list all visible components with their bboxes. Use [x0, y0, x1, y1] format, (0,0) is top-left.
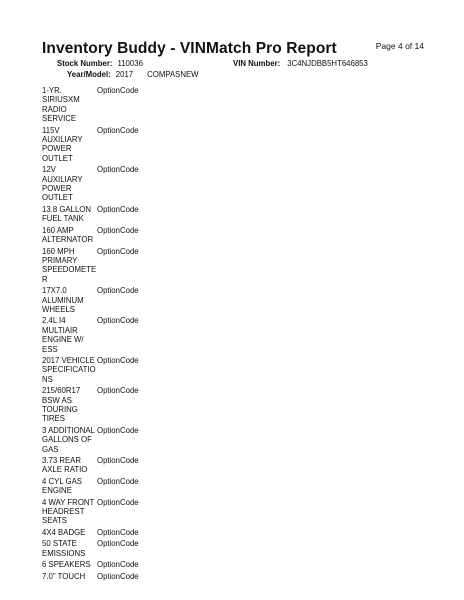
option-type: OptionCode [97, 165, 139, 175]
option-row [42, 316, 162, 354]
option-description: 4X4 BADGE [42, 527, 86, 537]
option-row [42, 572, 162, 581]
option-description: 6 SPEAKERS [42, 560, 91, 570]
option-type: OptionCode [97, 204, 139, 214]
report-title: Inventory Buddy - VINMatch Pro Report [42, 40, 337, 57]
option-type: OptionCode [97, 386, 139, 396]
year-model-row [67, 70, 199, 79]
option-row [42, 560, 162, 569]
option-description: 50 STATE EMISSIONS [42, 539, 86, 558]
option-row [42, 165, 162, 203]
option-row [42, 356, 162, 384]
option-description: 160 MPH PRIMARY SPEEDOMETE R [42, 246, 97, 284]
option-description: 1-YR. SIRIUSXM RADIO SERVICE [42, 86, 80, 124]
option-description: 3 ADDITIONAL GALLONS OF GAS [42, 425, 95, 454]
option-description: 160 AMP ALTERNATOR [42, 225, 94, 245]
option-type: OptionCode [97, 286, 139, 296]
model-value: COMPASNEW [147, 70, 199, 79]
option-row [42, 126, 162, 164]
option-list [42, 86, 162, 583]
option-row [42, 86, 162, 124]
option-row [42, 426, 162, 454]
option-description: 2017 VEHICLE SPECIFICATIO NS [42, 355, 96, 384]
option-type: OptionCode [97, 476, 139, 486]
option-type: OptionCode [97, 497, 139, 507]
stock-number-row [57, 59, 143, 68]
option-type: OptionCode [97, 355, 139, 365]
option-row [42, 205, 162, 224]
page-number: Page 4 of 14 [375, 41, 424, 51]
option-type: OptionCode [97, 86, 139, 95]
vin-number-row [233, 59, 368, 68]
option-type: OptionCode [97, 225, 139, 235]
option-type: OptionCode [97, 456, 139, 466]
option-row [42, 456, 162, 475]
option-description: 12V AUXILIARY POWER OUTLET [42, 165, 83, 203]
option-row [42, 498, 162, 526]
option-type: OptionCode [97, 246, 139, 256]
option-type: OptionCode [97, 125, 139, 135]
option-type: OptionCode [97, 560, 139, 570]
option-row [42, 539, 162, 558]
option-description: 215/60R17 BSW AS TOURING TIRES [42, 386, 81, 424]
option-row [42, 477, 162, 496]
year-model-label: Year/Model: [67, 70, 111, 79]
year-value: 2017 [115, 70, 134, 79]
option-row [42, 247, 162, 285]
option-type: OptionCode [97, 539, 139, 549]
option-row [42, 286, 162, 314]
stock-number-label: Stock Number: [57, 59, 113, 68]
option-row [42, 528, 162, 537]
option-row [42, 226, 162, 245]
stock-number-value: 110036 [117, 59, 143, 68]
vin-number-value: 3C4NJDBB5HT646853 [287, 59, 368, 68]
option-type: OptionCode [97, 425, 139, 435]
option-description: 2.4L I4 MULTIAIR ENGINE W/ ESS [42, 316, 84, 354]
option-type: OptionCode [97, 316, 139, 326]
vin-number-label: VIN Number: [233, 59, 281, 68]
option-description: 13.8 GALLON FUEL TANK [42, 204, 91, 224]
option-description: 3.73 REAR AXLE RATIO [42, 456, 88, 475]
option-description: 4 CYL GAS ENGINE [42, 476, 83, 496]
option-type: OptionCode [97, 571, 139, 581]
option-description: 4 WAY FRONT HEADREST SEATS [42, 497, 95, 526]
option-type: OptionCode [97, 527, 139, 537]
option-description: 115V AUXILIARY POWER OUTLET [42, 125, 83, 163]
option-description: 7.0" TOUCH [42, 571, 86, 581]
option-description: 17X7.0 ALUMINUM WHEELS [42, 286, 84, 314]
option-row [42, 386, 162, 424]
